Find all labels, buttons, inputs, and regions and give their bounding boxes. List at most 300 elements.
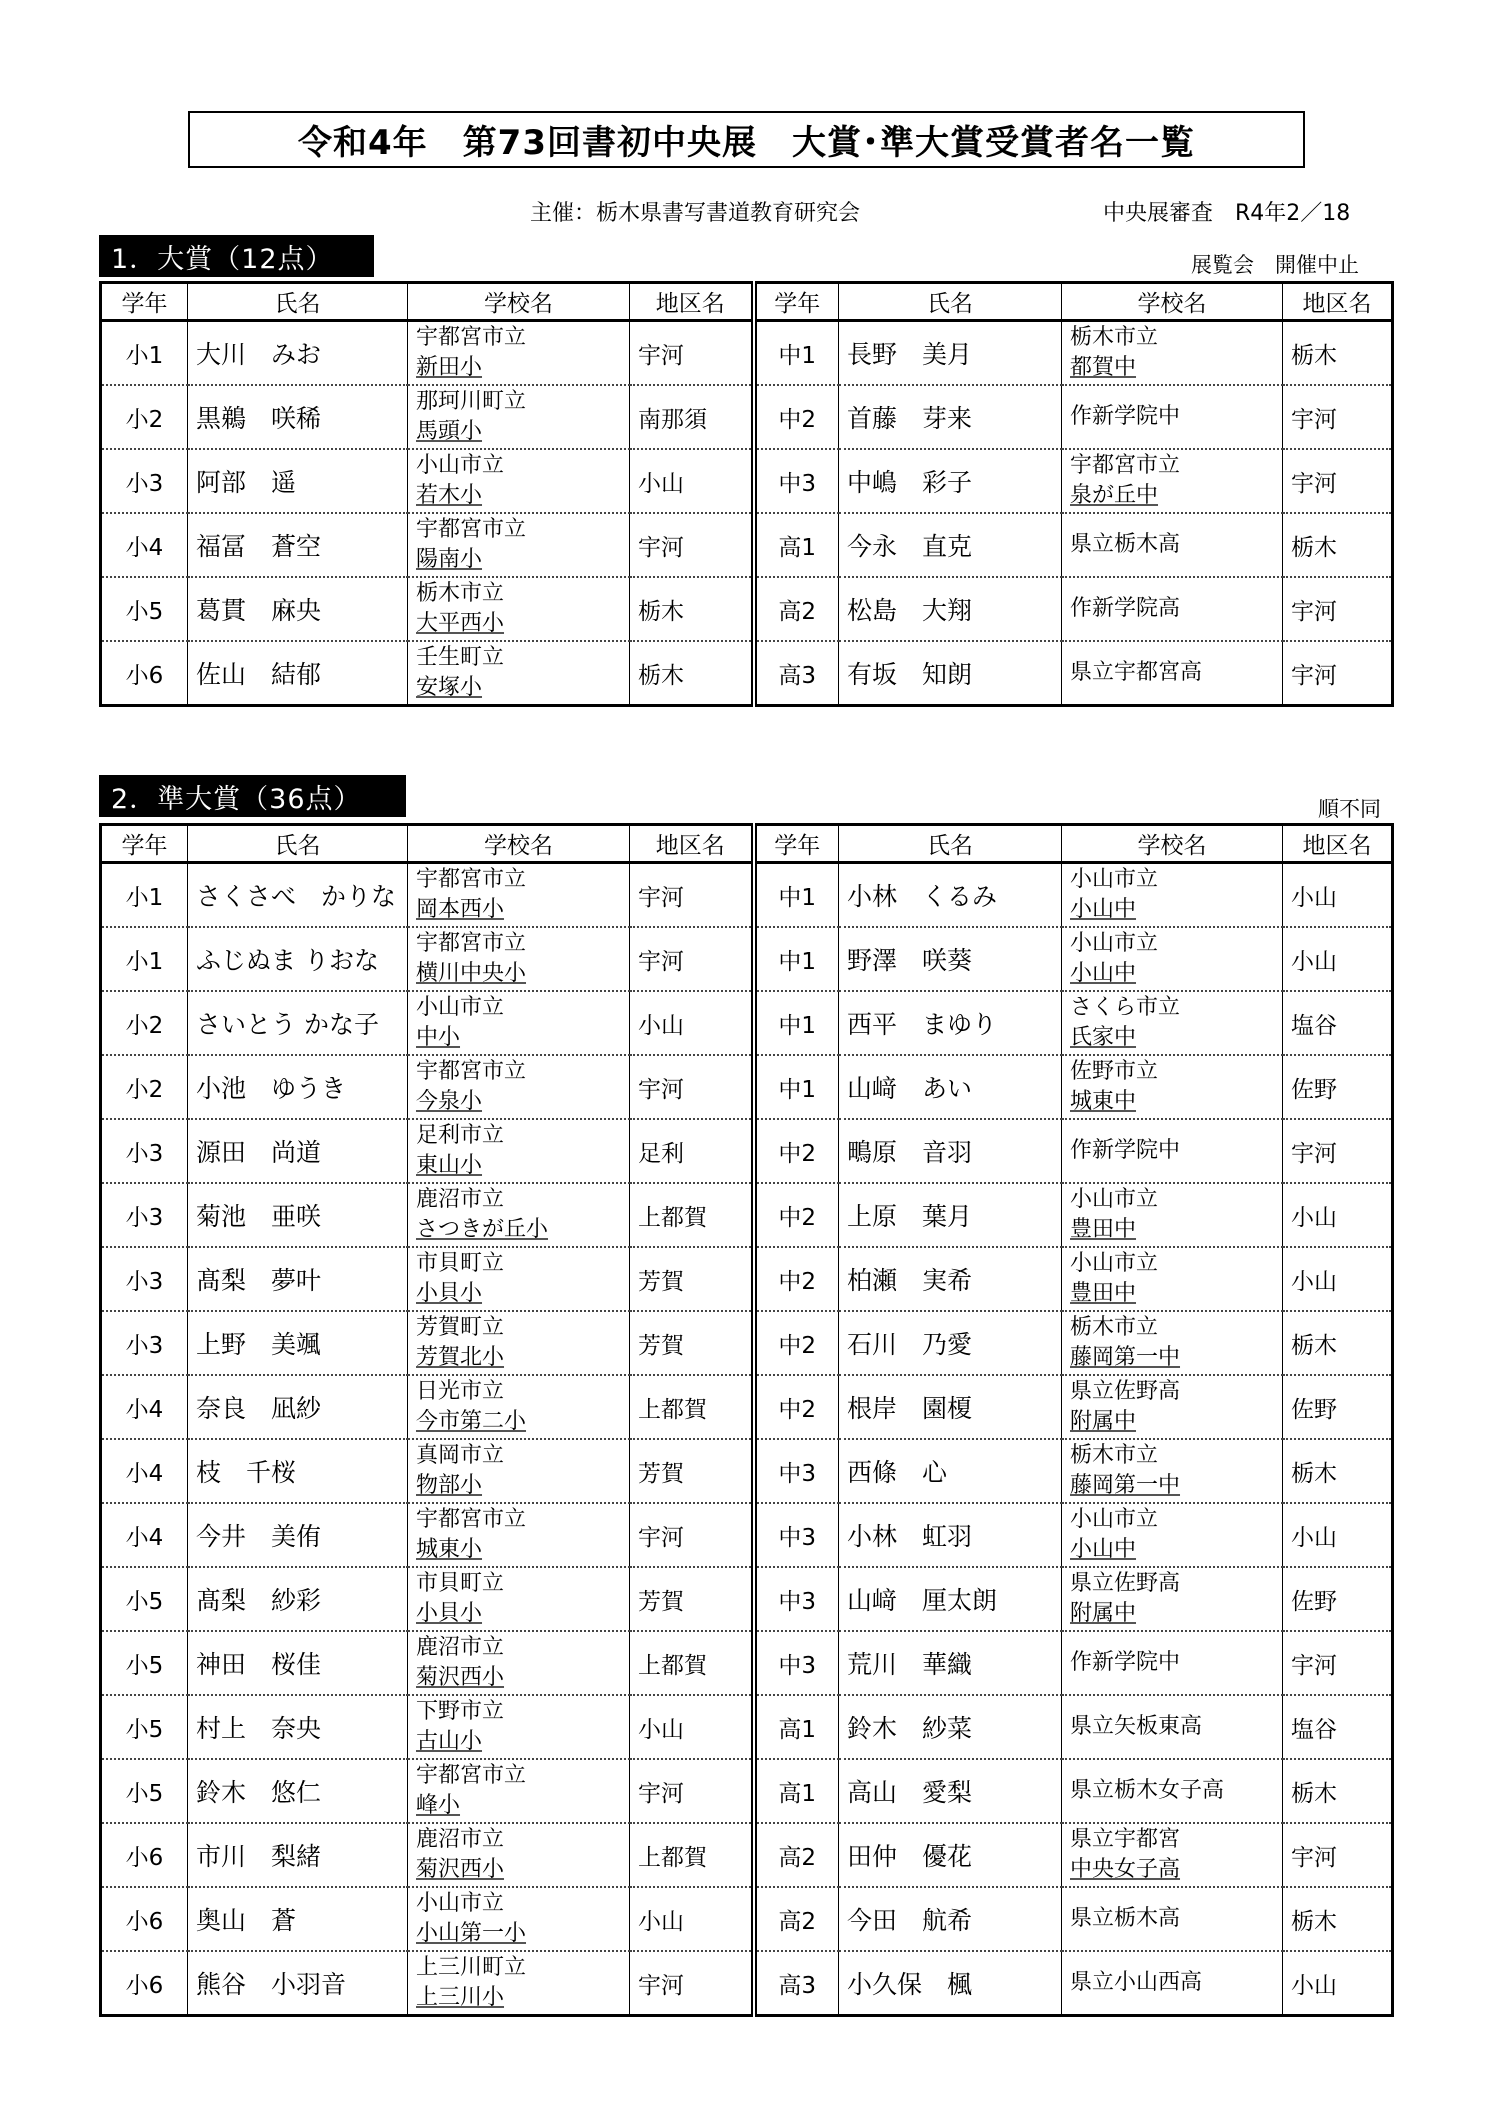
district-cell: 佐野	[1283, 1375, 1393, 1439]
district-cell: 宇河	[630, 863, 754, 928]
school-line: 芳賀北小	[416, 1345, 505, 1370]
student-name-cell: 大川 みお	[188, 321, 408, 386]
school-line: 壬生町立	[416, 645, 505, 670]
grade-cell: 小1	[101, 863, 188, 928]
district-cell: 小山	[630, 1887, 754, 1951]
district-cell: 小山	[1283, 1247, 1393, 1311]
district-cell: 栃木	[630, 641, 754, 706]
table-row	[101, 1247, 1393, 1311]
school-line: 泉が丘中	[1070, 483, 1159, 508]
col-header-name: 氏名	[188, 825, 408, 863]
student-name-cell: 荒川 華織	[839, 1631, 1062, 1695]
school-line: 小貝小	[416, 1281, 483, 1306]
school-line: 佐野市立	[1070, 1059, 1159, 1084]
grade-cell: 小3	[101, 1247, 188, 1311]
school-line: 日光市立	[416, 1379, 505, 1404]
school-line: 作新学院高	[1070, 596, 1181, 621]
student-name-cell: 村上 奈央	[188, 1695, 408, 1759]
page-title: 令和4年 第73回書初中央展 大賞･準大賞受賞者名一覧	[188, 111, 1305, 168]
student-name-cell: 今井 美侑	[188, 1503, 408, 1567]
student-name-cell: 山﨑 厘太朗	[839, 1567, 1062, 1631]
district-cell: 宇河	[1283, 577, 1393, 641]
col-header-district: 地区名	[1283, 825, 1393, 863]
district-cell: 宇河	[1283, 1119, 1393, 1183]
district-cell: 芳賀	[630, 1247, 754, 1311]
table-row	[101, 1823, 1393, 1887]
student-name-cell: 今田 航希	[839, 1887, 1062, 1951]
school-line: 作新学院中	[1070, 404, 1181, 429]
table-row	[101, 1951, 1393, 2016]
school-cell	[1062, 1503, 1283, 1567]
table-row	[101, 1311, 1393, 1375]
table-row	[101, 991, 1393, 1055]
school-cell	[1062, 1375, 1283, 1439]
grade-cell: 小4	[101, 1439, 188, 1503]
school-cell	[408, 1375, 630, 1439]
school-cell	[1062, 1823, 1283, 1887]
grade-cell: 小3	[101, 449, 188, 513]
school-cell	[408, 1695, 630, 1759]
district-cell: 芳賀	[630, 1567, 754, 1631]
district-cell: 栃木	[630, 577, 754, 641]
grade-cell: 中3	[754, 1631, 839, 1695]
school-cell	[408, 1503, 630, 1567]
student-name-cell: 鈴木 紗菜	[839, 1695, 1062, 1759]
grade-cell: 小6	[101, 1951, 188, 2016]
grade-cell: 高1	[754, 513, 839, 577]
col-header-grade: 学年	[101, 825, 188, 863]
student-name-cell: 黒鵜 咲稀	[188, 385, 408, 449]
student-name-cell: 小久保 楓	[839, 1951, 1062, 2016]
student-name-cell: 小林 虹羽	[839, 1503, 1062, 1567]
grade-cell: 小3	[101, 1119, 188, 1183]
school-cell	[1062, 321, 1283, 386]
school-line: 宇都宮市立	[416, 1507, 527, 1532]
student-name-cell: 神田 桜佳	[188, 1631, 408, 1695]
school-line: 古山小	[416, 1729, 483, 1754]
table-row	[101, 1503, 1393, 1567]
student-name-cell: 佐山 結郁	[188, 641, 408, 706]
student-name-cell: 野澤 咲葵	[839, 927, 1062, 991]
district-cell: 小山	[1283, 1183, 1393, 1247]
district-cell: 佐野	[1283, 1567, 1393, 1631]
student-name-cell: 西條 心	[839, 1439, 1062, 1503]
school-cell	[1062, 1695, 1283, 1759]
school-line: 県立矢板東高	[1070, 1714, 1203, 1739]
school-cell	[1062, 863, 1283, 928]
school-cell	[408, 1119, 630, 1183]
school-line: 小山市立	[1070, 1507, 1159, 1532]
school-line: 県立佐野高	[1070, 1379, 1181, 1404]
student-name-cell: さくさべ かりな	[188, 863, 408, 928]
school-line: 小山市立	[1070, 1251, 1159, 1276]
grade-cell: 中1	[754, 927, 839, 991]
school-cell	[1062, 1119, 1283, 1183]
student-name-cell: 熊谷 小羽音	[188, 1951, 408, 2016]
school-cell	[1062, 1887, 1283, 1951]
school-cell	[408, 1439, 630, 1503]
table-row	[101, 577, 1393, 641]
section-1-label: 1．大賞（12点）	[99, 235, 374, 277]
student-name-cell: 中嶋 彩子	[839, 449, 1062, 513]
school-cell	[408, 385, 630, 449]
school-line: 市貝町立	[416, 1251, 505, 1276]
district-cell: 宇河	[630, 321, 754, 386]
grade-cell: 中1	[754, 321, 839, 386]
grade-cell: 中2	[754, 1183, 839, 1247]
school-line: 宇都宮市立	[416, 931, 527, 956]
school-line: 馬頭小	[416, 419, 483, 444]
school-line: 峰小	[416, 1793, 461, 1818]
school-line: 附属中	[1070, 1409, 1137, 1434]
student-name-cell: 今永 直克	[839, 513, 1062, 577]
col-header-grade: 学年	[754, 283, 839, 321]
district-cell: 上都賀	[630, 1823, 754, 1887]
school-cell	[408, 1247, 630, 1311]
school-line: 真岡市立	[416, 1443, 505, 1468]
col-header-district: 地区名	[630, 283, 754, 321]
student-name-cell: 首藤 芽来	[839, 385, 1062, 449]
table-row	[101, 385, 1393, 449]
school-cell	[1062, 1183, 1283, 1247]
section-1-note: 展覧会 開催中止	[1191, 253, 1359, 277]
grade-cell: 小4	[101, 1375, 188, 1439]
col-header-school: 学校名	[408, 283, 630, 321]
school-line: 若木小	[416, 483, 483, 508]
student-name-cell: 根岸 園榎	[839, 1375, 1062, 1439]
table-row	[101, 1375, 1393, 1439]
grade-cell: 小6	[101, 1887, 188, 1951]
school-line: 芳賀町立	[416, 1315, 505, 1340]
district-cell: 足利	[630, 1119, 754, 1183]
table-row	[101, 513, 1393, 577]
student-name-cell: 奈良 凪紗	[188, 1375, 408, 1439]
student-name-cell: 奥山 蒼	[188, 1887, 408, 1951]
district-cell: 南那須	[630, 385, 754, 449]
district-cell: 小山	[1283, 1951, 1393, 2016]
school-line: 陽南小	[416, 547, 483, 572]
school-line: 下野市立	[416, 1699, 505, 1724]
table-header-row	[101, 283, 1393, 321]
district-cell: 小山	[1283, 1503, 1393, 1567]
grade-cell: 高2	[754, 577, 839, 641]
school-cell	[1062, 1759, 1283, 1823]
col-header-grade: 学年	[754, 825, 839, 863]
runner-up-table	[99, 823, 1394, 2017]
school-line: 小山中	[1070, 1537, 1137, 1562]
district-cell: 栃木	[1283, 1311, 1393, 1375]
table-row	[101, 1887, 1393, 1951]
district-cell: 宇河	[630, 927, 754, 991]
school-cell	[1062, 1567, 1283, 1631]
school-cell	[408, 1631, 630, 1695]
school-line: 小山第一小	[416, 1921, 527, 1946]
school-cell	[1062, 1951, 1283, 2016]
district-cell: 栃木	[1283, 1887, 1393, 1951]
student-name-cell: 髙梨 紗彩	[188, 1567, 408, 1631]
school-line: 市貝町立	[416, 1571, 505, 1596]
grade-cell: 中2	[754, 385, 839, 449]
table-row	[101, 321, 1393, 386]
district-cell: 宇河	[630, 1503, 754, 1567]
grade-cell: 高3	[754, 641, 839, 706]
school-line: 新田小	[416, 355, 483, 380]
district-cell: 小山	[630, 449, 754, 513]
school-line: 栃木市立	[1070, 1315, 1159, 1340]
school-cell	[408, 449, 630, 513]
student-name-cell: 阿部 遥	[188, 449, 408, 513]
student-name-cell: 源田 尚道	[188, 1119, 408, 1183]
district-cell: 塩谷	[1283, 991, 1393, 1055]
grade-cell: 高1	[754, 1695, 839, 1759]
school-cell	[408, 1183, 630, 1247]
school-line: 鹿沼市立	[416, 1187, 505, 1212]
organizer-text: 主催：栃木県書写書道教育研究会	[530, 201, 861, 226]
school-line: 上三川町立	[416, 1955, 527, 1980]
grade-cell: 小4	[101, 1503, 188, 1567]
table-row	[101, 1631, 1393, 1695]
grade-cell: 小2	[101, 385, 188, 449]
school-line: 栃木市立	[1070, 325, 1159, 350]
school-line: 小山市立	[416, 453, 505, 478]
grade-cell: 中2	[754, 1247, 839, 1311]
col-header-name: 氏名	[839, 283, 1062, 321]
student-name-cell: 上野 美颯	[188, 1311, 408, 1375]
student-name-cell: 有坂 知朗	[839, 641, 1062, 706]
school-line: 小山市立	[1070, 867, 1159, 892]
school-cell	[408, 1055, 630, 1119]
district-cell: 佐野	[1283, 1055, 1393, 1119]
student-name-cell: さいとう かな子	[188, 991, 408, 1055]
school-line: 東山小	[416, 1153, 483, 1178]
school-cell	[408, 1759, 630, 1823]
school-cell	[408, 991, 630, 1055]
district-cell: 宇河	[1283, 641, 1393, 706]
school-line: 作新学院中	[1070, 1138, 1181, 1163]
school-line: 安塚小	[416, 675, 483, 700]
student-name-cell: 高山 愛梨	[839, 1759, 1062, 1823]
student-name-cell: 福冨 蒼空	[188, 513, 408, 577]
district-cell: 宇河	[630, 1055, 754, 1119]
table-row	[101, 1119, 1393, 1183]
school-line: 豊田中	[1070, 1217, 1137, 1242]
school-line: 県立栃木高	[1070, 532, 1181, 557]
school-line: 菊沢西小	[416, 1857, 505, 1882]
school-cell	[408, 641, 630, 706]
school-line: 鹿沼市立	[416, 1827, 505, 1852]
school-line: 菊沢西小	[416, 1665, 505, 1690]
school-line: 横川中央小	[416, 961, 527, 986]
school-line: 藤岡第一中	[1070, 1473, 1181, 1498]
school-line: 県立宇都宮高	[1070, 660, 1203, 685]
school-cell	[1062, 641, 1283, 706]
school-line: 城東小	[416, 1537, 483, 1562]
school-cell	[408, 577, 630, 641]
grade-cell: 小5	[101, 577, 188, 641]
school-line: 豊田中	[1070, 1281, 1137, 1306]
col-header-district: 地区名	[1283, 283, 1393, 321]
student-name-cell: 松島 大翔	[839, 577, 1062, 641]
col-header-school: 学校名	[1062, 825, 1283, 863]
grade-cell: 中3	[754, 1439, 839, 1503]
grade-cell: 中3	[754, 1503, 839, 1567]
grade-cell: 中2	[754, 1311, 839, 1375]
school-line: 宇都宮市立	[416, 325, 527, 350]
col-header-name: 氏名	[188, 283, 408, 321]
table-header-row	[101, 825, 1393, 863]
school-line: 小山市立	[1070, 931, 1159, 956]
table-row	[101, 449, 1393, 513]
district-cell: 小山	[1283, 927, 1393, 991]
grade-cell: 中1	[754, 863, 839, 928]
student-name-cell: 髙梨 夢叶	[188, 1247, 408, 1311]
grade-cell: 高1	[754, 1759, 839, 1823]
school-cell	[1062, 1055, 1283, 1119]
district-cell: 宇河	[1283, 449, 1393, 513]
district-cell: 小山	[1283, 863, 1393, 928]
school-line: 宇都宮市立	[416, 517, 527, 542]
district-cell: 宇河	[1283, 1631, 1393, 1695]
table-row	[101, 863, 1393, 928]
district-cell: 栃木	[1283, 513, 1393, 577]
school-line: 小山市立	[416, 1891, 505, 1916]
grade-cell: 中3	[754, 449, 839, 513]
table-row	[101, 641, 1393, 706]
school-cell	[408, 513, 630, 577]
grade-cell: 小3	[101, 1311, 188, 1375]
school-line: 物部小	[416, 1473, 483, 1498]
school-cell	[408, 1951, 630, 2016]
student-name-cell: 菊池 亜咲	[188, 1183, 408, 1247]
school-line: 中央女子高	[1070, 1857, 1181, 1882]
school-line: さくら市立	[1070, 995, 1181, 1020]
school-cell	[408, 1887, 630, 1951]
grade-cell: 中1	[754, 1055, 839, 1119]
table-row	[101, 1759, 1393, 1823]
school-line: 大平西小	[416, 611, 505, 636]
district-cell: 小山	[630, 1695, 754, 1759]
school-line: 宇都宮市立	[416, 1059, 527, 1084]
section-2-note: 順不同	[1318, 797, 1381, 821]
student-name-cell: 小林 くるみ	[839, 863, 1062, 928]
school-cell	[1062, 1247, 1283, 1311]
section-2-label: 2．準大賞（36点）	[99, 775, 406, 817]
review-date-text: 中央展審査 R4年2／18	[1103, 201, 1351, 226]
school-cell	[408, 321, 630, 386]
grade-cell: 中3	[754, 1567, 839, 1631]
student-name-cell: 石川 乃愛	[839, 1311, 1062, 1375]
student-name-cell: 山﨑 あい	[839, 1055, 1062, 1119]
school-cell	[408, 927, 630, 991]
school-cell	[1062, 1439, 1283, 1503]
student-name-cell: 柏瀬 実希	[839, 1247, 1062, 1311]
school-line: 小山中	[1070, 897, 1137, 922]
district-cell: 宇河	[1283, 385, 1393, 449]
school-cell	[1062, 991, 1283, 1055]
student-name-cell: 鈴木 悠仁	[188, 1759, 408, 1823]
student-name-cell: 上原 葉月	[839, 1183, 1062, 1247]
grade-cell: 小5	[101, 1695, 188, 1759]
school-line: 那珂川町立	[416, 389, 527, 414]
table-row	[101, 927, 1393, 991]
district-cell: 宇河	[630, 1759, 754, 1823]
school-line: 附属中	[1070, 1601, 1137, 1626]
student-name-cell: 西平 まゆり	[839, 991, 1062, 1055]
school-line: 県立小山西高	[1070, 1970, 1203, 1995]
grade-cell: 中1	[754, 991, 839, 1055]
col-header-district: 地区名	[630, 825, 754, 863]
school-cell	[408, 1823, 630, 1887]
grade-cell: 小6	[101, 641, 188, 706]
school-cell	[1062, 385, 1283, 449]
grade-cell: 小5	[101, 1567, 188, 1631]
district-cell: 芳賀	[630, 1311, 754, 1375]
grade-cell: 高2	[754, 1823, 839, 1887]
student-name-cell: 田仲 優花	[839, 1823, 1062, 1887]
student-name-cell: ふじぬま りおな	[188, 927, 408, 991]
student-name-cell: 鴫原 音羽	[839, 1119, 1062, 1183]
school-line: 小山市立	[416, 995, 505, 1020]
school-cell	[1062, 1631, 1283, 1695]
school-line: 足利市立	[416, 1123, 505, 1148]
school-cell	[1062, 1311, 1283, 1375]
school-line: 氏家中	[1070, 1025, 1137, 1050]
grade-cell: 小1	[101, 927, 188, 991]
school-cell	[1062, 513, 1283, 577]
student-name-cell: 市川 梨緒	[188, 1823, 408, 1887]
school-cell	[408, 863, 630, 928]
table-row	[101, 1439, 1393, 1503]
school-line: 中小	[416, 1025, 461, 1050]
col-header-school: 学校名	[408, 825, 630, 863]
school-cell	[1062, 449, 1283, 513]
school-line: 県立栃木高	[1070, 1906, 1181, 1931]
school-line: 都賀中	[1070, 355, 1137, 380]
district-cell: 栃木	[1283, 1439, 1393, 1503]
district-cell: 芳賀	[630, 1439, 754, 1503]
grade-cell: 小4	[101, 513, 188, 577]
student-name-cell: 小池 ゆうき	[188, 1055, 408, 1119]
grade-cell: 小5	[101, 1631, 188, 1695]
school-line: 城東中	[1070, 1089, 1137, 1114]
district-cell: 栃木	[1283, 1759, 1393, 1823]
school-line: 県立宇都宮	[1070, 1827, 1181, 1852]
col-header-name: 氏名	[839, 825, 1062, 863]
school-line: さつきが丘小	[416, 1217, 549, 1242]
school-line: 藤岡第一中	[1070, 1345, 1181, 1370]
school-line: 小山中	[1070, 961, 1137, 986]
student-name-cell: 枝 千桜	[188, 1439, 408, 1503]
district-cell: 宇河	[630, 513, 754, 577]
school-line: 宇都宮市立	[1070, 453, 1181, 478]
school-line: 鹿沼市立	[416, 1635, 505, 1660]
table-row	[101, 1567, 1393, 1631]
district-cell: 上都賀	[630, 1375, 754, 1439]
school-line: 小貝小	[416, 1601, 483, 1626]
grade-cell: 小2	[101, 991, 188, 1055]
school-cell	[1062, 577, 1283, 641]
student-name-cell: 葛貫 麻央	[188, 577, 408, 641]
grade-cell: 小5	[101, 1759, 188, 1823]
student-name-cell: 長野 美月	[839, 321, 1062, 386]
school-line: 今泉小	[416, 1089, 483, 1114]
school-line: 上三川小	[416, 1985, 505, 2010]
school-line: 県立佐野高	[1070, 1571, 1181, 1596]
grand-prize-table	[99, 281, 1394, 707]
table-row	[101, 1055, 1393, 1119]
district-cell: 上都賀	[630, 1183, 754, 1247]
district-cell: 宇河	[630, 1951, 754, 2016]
